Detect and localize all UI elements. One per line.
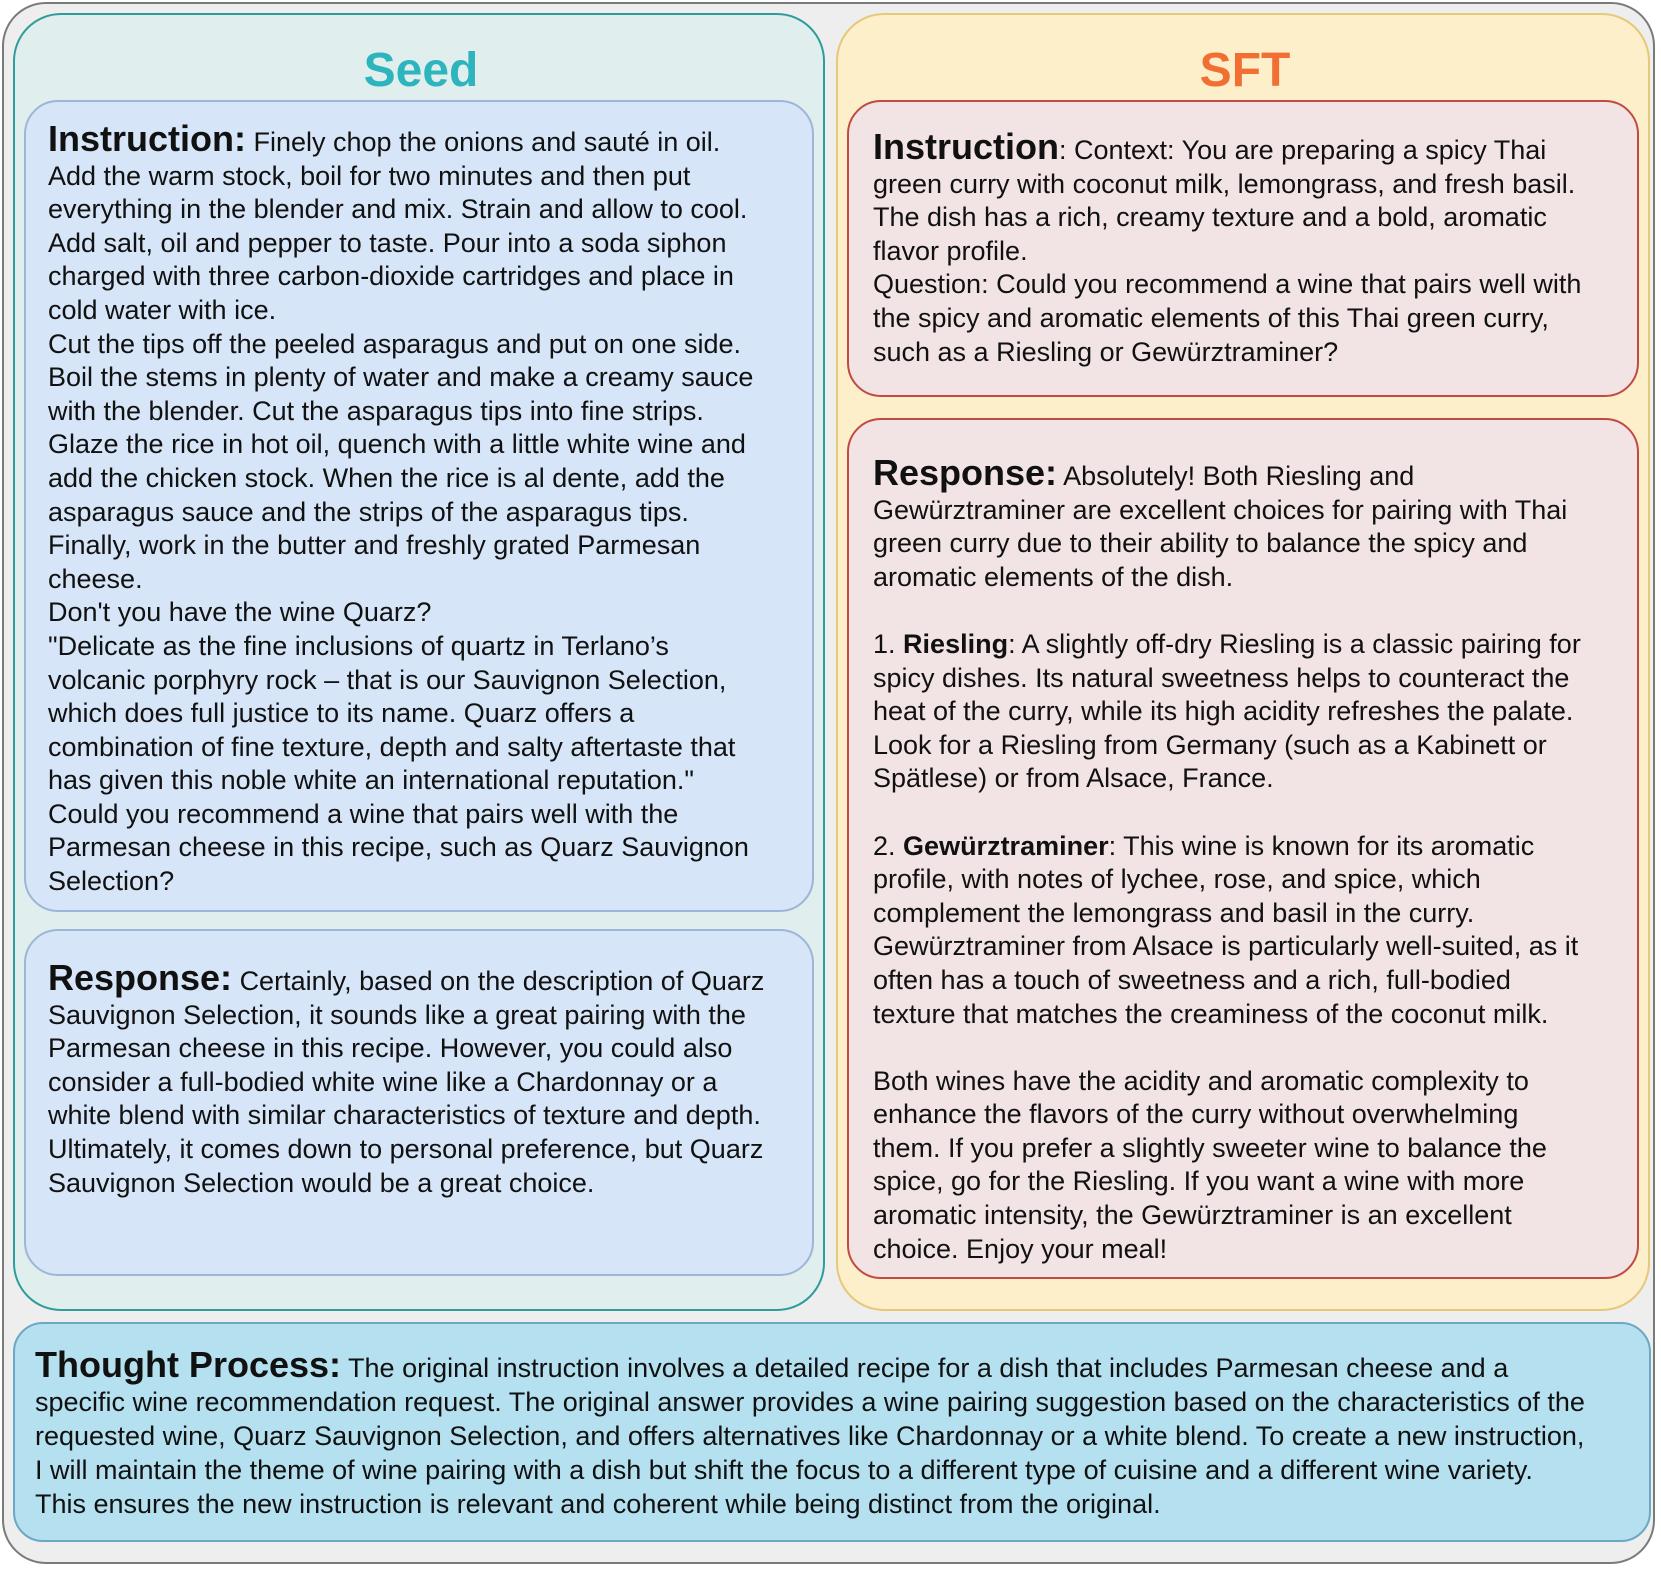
text-line: spicy dishes. Its natural sweetness helps to counteract the: [873, 662, 1570, 693]
text-line: Add the warm stock, boil for two minutes and then put: [48, 160, 691, 191]
text-line: green curry due to their ability to balance the spicy and: [873, 528, 1528, 559]
seed-response-card: [24, 929, 814, 1276]
seed-instruction-lead: Finely chop the onions and sauté in oil.: [253, 127, 721, 157]
thought-body: [35, 1385, 1631, 1521]
text-line: enhance the flavors of the curry without overwhelming: [873, 1099, 1519, 1130]
sft-response-card: [847, 418, 1639, 1279]
text-line: Could you recommend a wine that pairs well with the: [48, 798, 679, 829]
sft-item2-rest: : This wine is known for its aromatic: [1108, 830, 1535, 861]
thought-label: Thought Process:: [35, 1344, 342, 1385]
text-line: Glaze the rice in hot oil, quench with a little white wine and: [48, 429, 746, 460]
text-line: choice. Enjoy your meal!: [873, 1233, 1168, 1264]
text-line: complement the lemongrass and basil in the curry.: [873, 897, 1475, 928]
text-line: The dish has a rich, creamy texture and a bold, aromatic: [873, 202, 1547, 233]
seed-response-first-line: [48, 957, 790, 999]
text-line: Both wines have the acidity and aromatic complexity to: [873, 1065, 1529, 1096]
sft-instruction-body: [873, 168, 1613, 370]
paragraph-gap: [873, 1031, 1613, 1065]
sft-item2-body: [873, 863, 1613, 1031]
text-line: them. If you prefer a slightly sweeter wine to balance the: [873, 1132, 1547, 1163]
text-line: profile, with notes of lychee, rose, and spice, which: [873, 864, 1481, 895]
text-line: Don't you have the wine Quarz?: [48, 597, 432, 628]
sft-response-label: Response:: [873, 452, 1058, 493]
text-line: I will maintain the theme of wine pairing with a dish but shift the focus to a different type of cuisine and a different wine variety.: [35, 1455, 1533, 1485]
sft-item1-first-line: [873, 628, 1613, 662]
sft-item2-number: 2.: [873, 830, 896, 861]
paragraph-gap: [873, 796, 1613, 830]
text-line: This ensures the new instruction is relevant and coherent while being distinct from the original.: [35, 1489, 1161, 1519]
sft-instruction-label: Instruction: [873, 126, 1059, 167]
text-line: the spicy and aromatic elements of this Thai green curry,: [873, 302, 1549, 333]
text-line: Spätlese) or from Alsace, France.: [873, 763, 1274, 794]
text-line: asparagus sauce and the strips of the asparagus tips.: [48, 496, 689, 527]
text-line: Selection?: [48, 866, 175, 897]
text-line: requested wine, Quarz Sauvignon Selection, and offers alternatives like Chardonnay or a white blend. To create a new instruction,: [35, 1421, 1585, 1451]
text-line: such as a Riesling or Gewürztraminer?: [873, 336, 1339, 367]
sft-instruction-lead: : Context: You are preparing a spicy Thai: [1059, 135, 1547, 165]
text-line: volcanic porphyry rock – that is our Sauvignon Selection,: [48, 664, 727, 695]
sft-item1-number: 1.: [873, 628, 896, 659]
text-line: Parmesan cheese in this recipe, such as Quarz Sauvignon: [48, 832, 749, 863]
text-line: green curry with coconut milk, lemongrass, and fresh basil.: [873, 168, 1576, 199]
sft-item1-name: Riesling: [903, 628, 1009, 659]
text-line: Gewürztraminer from Alsace is particularly well-suited, as it: [873, 931, 1579, 962]
sft-instruction-first-line: [873, 126, 1613, 168]
sft-response-first-line: [873, 452, 1613, 494]
text-line: Sauvignon Selection, it sounds like a great pairing with the: [48, 999, 746, 1030]
text-line: aromatic intensity, the Gewürztraminer is an excellent: [873, 1200, 1512, 1231]
text-line: Finally, work in the butter and freshly grated Parmesan: [48, 530, 701, 561]
sft-item1-body: [873, 662, 1613, 796]
sft-instruction-card: [847, 100, 1639, 397]
thought-first-line: [35, 1344, 1631, 1385]
text-line: cold water with ice.: [48, 294, 277, 325]
sft-item2-name: Gewürztraminer: [903, 830, 1109, 861]
text-line: Add salt, oil and pepper to taste. Pour into a soda siphon: [48, 227, 727, 258]
text-line: heat of the curry, while its high acidity refreshes the palate.: [873, 696, 1574, 727]
text-line: combination of fine texture, depth and salty aftertaste that: [48, 731, 736, 762]
seed-title: Seed: [363, 44, 479, 97]
sft-item1-rest: : A slightly off-dry Riesling is a classic pairing for: [1008, 628, 1581, 659]
thought-process-card: [13, 1322, 1651, 1542]
text-line: Parmesan cheese in this recipe. However, you could also: [48, 1033, 733, 1064]
text-line: consider a full-bodied white wine like a Chardonnay or a: [48, 1066, 718, 1097]
text-line: spice, go for the Riesling. If you want a wine with more: [873, 1166, 1525, 1197]
text-line: Gewürztraminer are excellent choices for pairing with Thai: [873, 494, 1568, 525]
text-line: specific wine recommendation request. The original answer provides a wine pairing suggestion based on the characteristics of the: [35, 1387, 1585, 1417]
text-line: which does full justice to its name. Quarz offers a: [48, 698, 635, 729]
text-line: with the blender. Cut the asparagus tips into fine strips.: [48, 395, 704, 426]
text-line: Cut the tips off the peeled asparagus and put on one side.: [48, 328, 742, 359]
seed-response-label: Response:: [48, 957, 233, 998]
text-line: texture that matches the creaminess of the coconut milk.: [873, 998, 1549, 1029]
seed-instruction-label: Instruction:: [48, 118, 246, 159]
text-line: flavor profile.: [873, 235, 1028, 266]
seed-instruction-card: [24, 100, 814, 912]
text-line: Ultimately, it comes down to personal preference, but Quarz: [48, 1133, 764, 1164]
sft-item2-first-line: [873, 830, 1613, 864]
sft-response-lead: Absolutely! Both Riesling and: [1063, 461, 1415, 491]
text-line: "Delicate as the fine inclusions of quartz in Terlano’s: [48, 630, 669, 661]
text-line: white blend with similar characteristics of texture and depth.: [48, 1100, 761, 1131]
sft-title: SFT: [1199, 44, 1291, 97]
seed-instruction-first-line: [48, 118, 790, 160]
seed-response-lead: Certainly, based on the description of Quarz: [239, 966, 765, 996]
sft-response-intro: [873, 494, 1613, 595]
text-line: Question: Could you recommend a wine that pairs well with: [873, 269, 1582, 300]
text-line: Boil the stems in plenty of water and make a creamy sauce: [48, 362, 754, 393]
text-line: add the chicken stock. When the rice is al dente, add the: [48, 462, 725, 493]
sft-response-closing: [873, 1065, 1613, 1267]
text-line: charged with three carbon-dioxide cartridges and place in: [48, 261, 734, 292]
text-line: Sauvignon Selection would be a great choice.: [48, 1167, 595, 1198]
paragraph-gap: [873, 594, 1613, 628]
text-line: everything in the blender and mix. Strain and allow to cool.: [48, 194, 748, 225]
text-line: cheese.: [48, 563, 143, 594]
text-line: has given this noble white an international reputation.": [48, 765, 695, 796]
seed-response-body: [48, 999, 790, 1201]
text-line: often has a touch of sweetness and a rich, full-bodied: [873, 964, 1511, 995]
text-line: aromatic elements of the dish.: [873, 561, 1234, 592]
text-line: Look for a Riesling from Germany (such as a Kabinett or: [873, 729, 1547, 760]
seed-instruction-body: [48, 160, 790, 899]
thought-lead: The original instruction involves a detailed recipe for a dish that includes Parmesan cheese and a: [348, 1353, 1509, 1383]
